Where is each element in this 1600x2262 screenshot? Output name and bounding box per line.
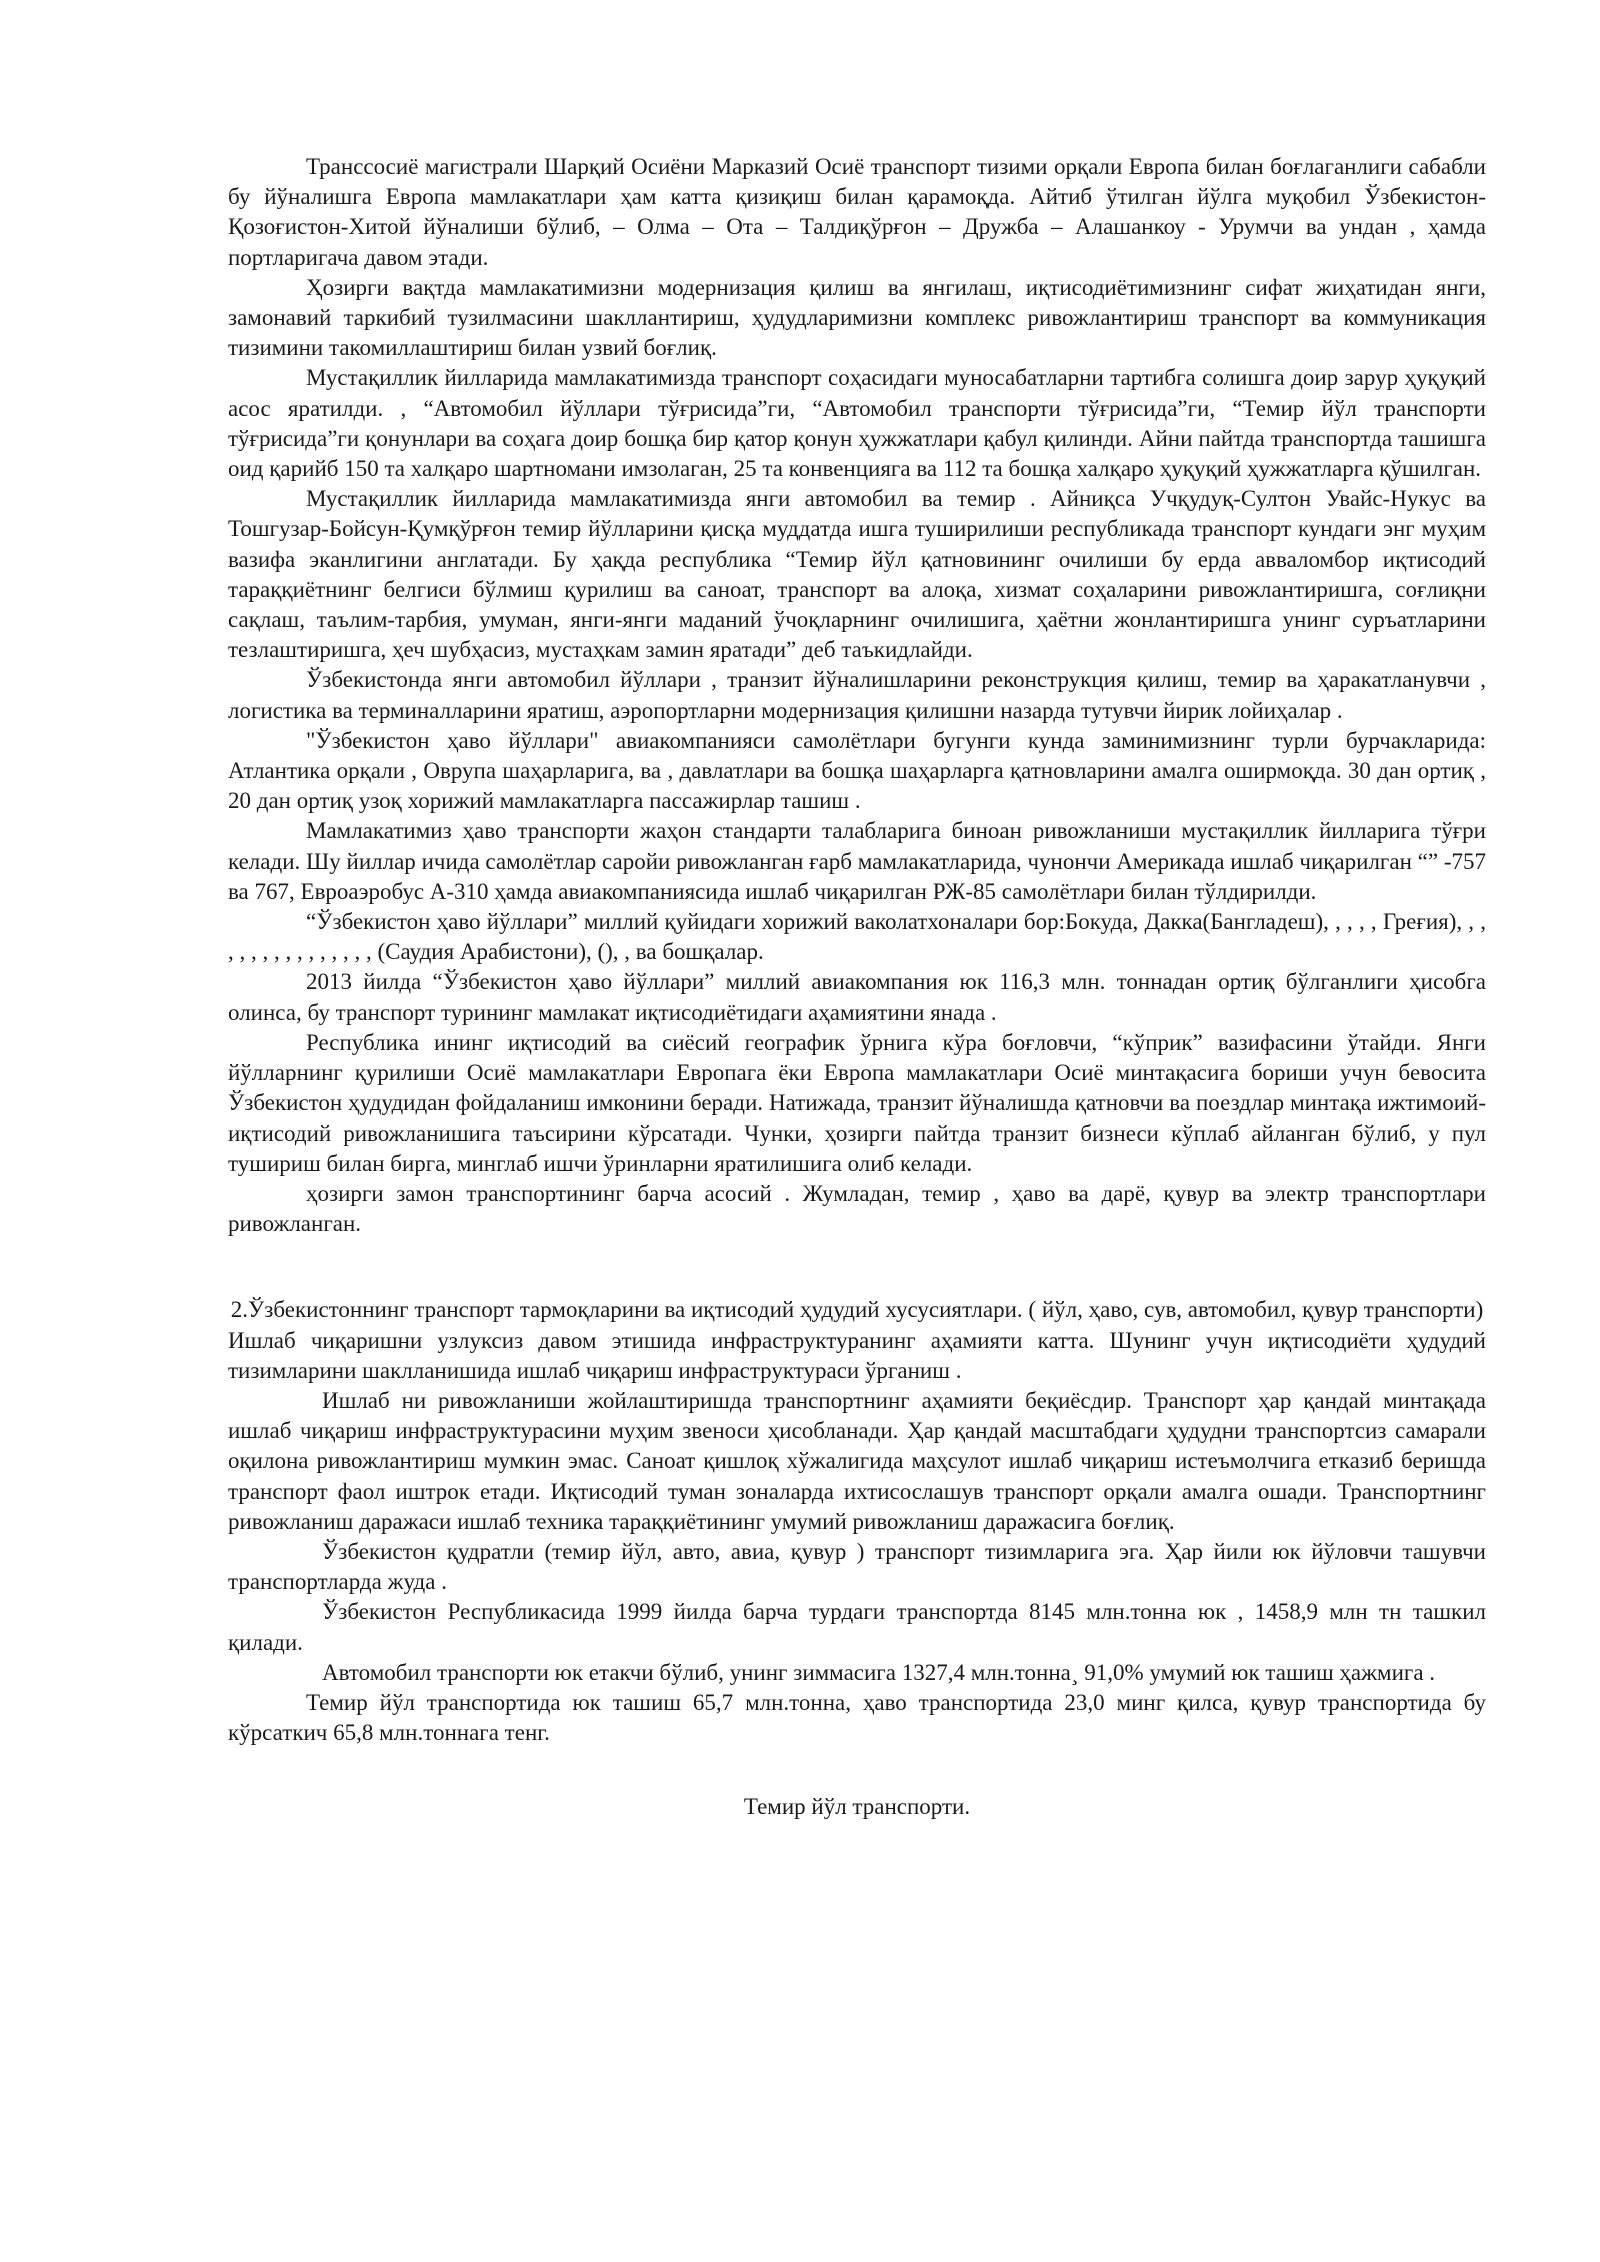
railway-transport-heading: Темир йўл транспорти.	[743, 1794, 971, 1820]
paragraph-transport-systems: Ўзбекистон қудратли (темир йўл, авто, авиа, қувур ) транспорт тизимларига эга. Ҳар йили юк йўловчи ташувчи транспортларда жуда .	[228, 1538, 1486, 1595]
paragraph-projects: Ўзбекистонда янги автомобил йўллари , транзит йўналишларини реконструкция қилиш, темир ва ҳаракатланувчи , логистика ва терминалларини яратиш, аэропортларни модернизация қилишни назарда тутувчи йирик лойиҳалар .	[228, 667, 1486, 723]
paragraph-1999-cargo: Ўзбекистон Республикасида 1999 йилда барча турдаги транспортда 8145 млн.тонна юк , 1458,9 млн тн ташкил қилади.	[228, 1599, 1486, 1655]
paragraph-bridge-role: Республика ининг иқтисодий ва сиёсий географик ўрнига кўра боғловчи, “кўприк” вазифасини ўтайди. Янги йўлларнинг қурилиши Осиё мамлакатлари Европага ёки Европа мамлакатлари Осиё минтақасига бориши учун бевосита Ўзбекистон ҳудудидан фойдаланиш имконини беради. Натижада, транзит йўналишда қатновчи ва поездлар минтақа ижтимоий-иқтисодий ривожланишига таъсирини кўрсатади. Чунки, ҳозирги пайтда транзит бизнеси кўплаб айланган бўлиб, у пул тушириш билан бирга, минглаб ишчи ўринларни яратилишига олиб келади.	[228, 1029, 1486, 1176]
paragraph-railways: Мустақиллик йилларида мамлакатимизда янги автомобил ва темир . Айниқса Учқудуқ-Султон Увайс-Нукус ва Тошгузар-Бойсун-Қумқўрғон темир йўлларини қисқа муддатда ишга туширилиши республикада транспорт кундаги энг муҳим вазифа эканлигини англатади. Бу ҳақда республика “Темир йўл қатновининг очилиши бу ерда авваломбор иқтисодий тараққиётнинг белгиси бўлмиш қурилиш ва саноат, транспорт ва алоқа, хизмат соҳаларини ривожлантиришга, соғлиқни сақлаш, таълим-тарбия, умуман, янги-янги маданий ўчоқларнинг очилишига, ҳаётни жонлантиришга унинг суръатларини тезлаштиришга, ҳеч шубҳасиз, мустаҳкам замин яратади” деб таъкидлайди.	[228, 486, 1486, 663]
paragraph-airline: "Ўзбекистон ҳаво йўллари" авиакомпанияси самолётлари бугунги кунда заминимизнинг турли бурчакларида: Атлантика орқали , Оврупа шаҳарларига, ва , давлатлари ва бошқа шаҳарларга қатновларини амалга оширмоқда. 30 дан ортиқ , 20 дан ортиқ узоқ хорижий мамлакатларга пассажирлар ташиш .	[228, 727, 1486, 814]
paragraph-2013-cargo: 2013 йилда “Ўзбекистон ҳаво йўллари” миллий авиакомпания юк 116,3 млн. тоннадан ортиқ бўлганлиги ҳисобга олинса, бу транспорт турининг мамлакат иқтисодиётидаги аҳамиятини янада .	[228, 969, 1486, 1025]
paragraph-representations: “Ўзбекистон ҳаво йўллари” миллий қуйидаги хорижий ваколатхоналари бор:Бокуда, Дакка(Бангладеш), , , , , Греғия), , , , , , , , , , , , , , , , (Саудия Арабистони), (), , ва бошқалар.	[228, 909, 1486, 965]
paragraph-air-transport: Мамлакатимиз ҳаво транспорти жаҳон стандарти талабларига биноан ривожланиши мустақиллик йилларига тўғри келади. Шу йиллар ичида самолётлар саройи ривожланган ғарб мамлакатларида, чунончи Америкада ишлаб чиқарилган “” -757 ва 767, Евроаэробус А-310 ҳамда авиакомпаниясида ишлаб чиқарилган РЖ-85 самолётлари билан тўлдирилди.	[228, 818, 1486, 904]
paragraph-legal-basis: Мустақиллик йилларида мамлакатимизда транспорт соҳасидаги муносабатларни тартибга солишга доир зарур ҳуқуқий асос яратилди. , “Автомобил йўллари тўғрисида”ги, “Автомобил транспорти тўғрисида”ги, “Темир йўл транспорти тўғрисида”ги қонунлари ва соҳага доир бошқа бир қатор қонун ҳужжатлари қабул қилинди. Айни пайтда транспортда ташишга оид қарийб 150 та халқаро шартномани имзолаган, 25 та конвенцияга ва 112 та бошқа халқаро ҳуқуқий ҳужжатларга қўшилган.	[228, 365, 1486, 482]
paragraph-infrastructure: Ишлаб чиқаришни узлуксиз давом этишида инфраструктуранинг аҳамияти катта. Шунинг учун иқтисодиёти ҳудудий тизимларини шаклланишида ишлаб чиқариш инфраструктураси ўрганиш .	[228, 1327, 1486, 1383]
paragraph-modernization: Ҳозирги вақтда мамлакатимизни модернизация қилиш ва янгилаш, иқтисодиётимизнинг сифат жиҳатидан янги, замонавий таркибий тузилмасини шакллантириш, ҳудудларимизни комплекс ривожлантириш транспорт ва коммуникация тизимини такомиллаштириш билан узвий боғлиқ.	[228, 274, 1486, 361]
paragraph-automobile-transport: Автомобил транспорти юк етакчи бўлиб, унинг зиммасига 1327,4 млн.тонна¸ 91,0% умумий юк ташиш ҳажмига .	[322, 1659, 1436, 1685]
document-page	[228, 152, 1486, 1823]
section-heading: 2.Ўзбекистоннинг транспорт тармоқларини ва иқтисодий ҳудудий хусусиятлари. ( йўл, ҳаво, сув, автомобил, қувур транспорти)	[230, 1297, 1484, 1323]
paragraph-transsosiyo: Транссосиё магистрали Шарқий Осиёни Марказий Осиё транспорт тизими орқали Европа билан боғлаганлиги сабабли бу йўналишга Европа мамлакатлари ҳам катта қизиқиш билан қарамоқда. Айтиб ўтилган йўлга муқобил Ўзбекистон-Қозоғистон-Хитой йўналиши бўлиб, – Олма – Ота – Талдиқўрғон – Дружба – Алашанкоу - Урумчи ва ундан , ҳамда портларигача давом этади.	[228, 154, 1486, 270]
paragraph-rail-air-pipeline: Темир йўл транспортида юк ташиш 65,7 млн.тонна, ҳаво транспортида 23,0 минг қилса, қувур транспортида бу кўрсаткич 65,8 млн.тоннага тенг.	[228, 1689, 1486, 1746]
paragraph-transport-importance: Ишлаб ни ривожланиши жойлаштиришда транспортнинг аҳамияти беқиёсдир. Транспорт ҳар қандай минтақада ишлаб чиқариш инфраструктурасини муҳим звеноси ҳисобланади. Ҳар қандай масштабдаги ҳудудни транспортсиз самарали оқилона ривожлантириш мумкин эмас. Саноат қишлоқ хўжалигида маҳсулот ишлаб чиқариш истеъмолчига етказиб беришда транспорт фаол иштрок етади. Иқтисодий туман зоналарда ихтисослашув транспорт орқали амалга ошади. Транспортнинг ривожланиш даражаси ишлаб техника тараққиётининг умумий ривожланиш даражасига боғлиқ.	[228, 1387, 1486, 1534]
paragraph-modern-transport: ҳозирги замон транспортининг барча асосий . Жумладан, темир , ҳаво ва дарё, қувур ва электр транспортлари ривожланган.	[228, 1180, 1486, 1237]
section-spacer	[228, 1239, 1486, 1295]
